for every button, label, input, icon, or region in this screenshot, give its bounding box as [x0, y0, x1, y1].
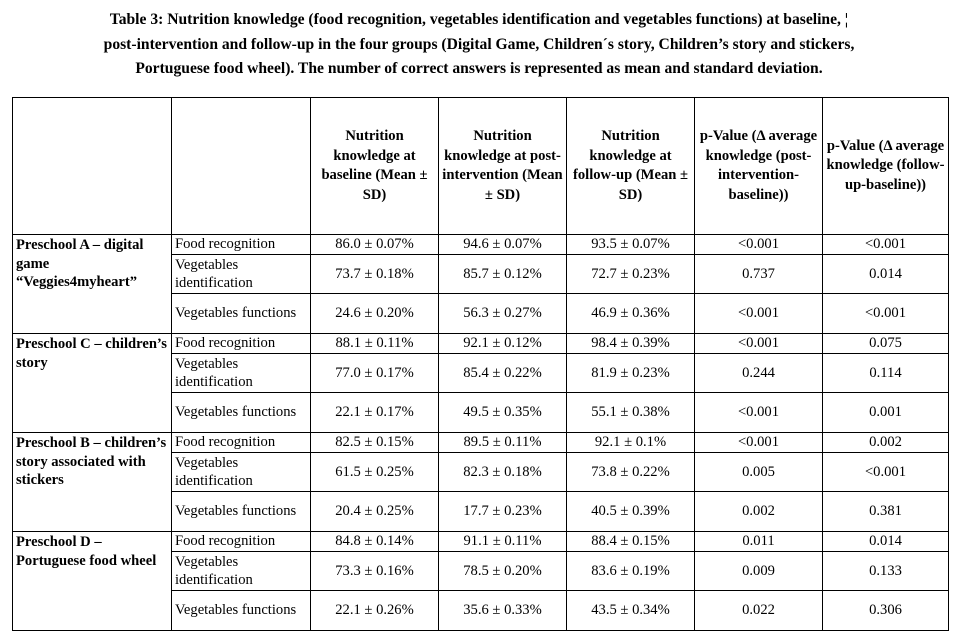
- header-cell-p-post: p-Value (Δ average knowledge (post-intervention-baseline)): [695, 98, 823, 235]
- item-cell: Vegetables identification: [172, 453, 311, 492]
- value-cell-post: 89.5 ± 0.11%: [439, 433, 567, 453]
- value-cell-follow: 83.6 ± 0.19%: [567, 552, 695, 591]
- item-cell: Food recognition: [172, 235, 311, 255]
- value-cell-p-follow: 0.002: [823, 433, 949, 453]
- value-cell-p-follow: 0.114: [823, 354, 949, 393]
- header-row: [13, 98, 949, 235]
- table-row: [13, 433, 949, 453]
- item-cell: Vegetables functions: [172, 492, 311, 532]
- item-cell: Vegetables identification: [172, 552, 311, 591]
- item-cell: Vegetables functions: [172, 393, 311, 433]
- value-cell-baseline: 20.4 ± 0.25%: [311, 492, 439, 532]
- value-cell-follow: 73.8 ± 0.22%: [567, 453, 695, 492]
- value-cell-p-follow: <0.001: [823, 235, 949, 255]
- value-cell-p-follow: 0.075: [823, 334, 949, 354]
- table-row: [13, 235, 949, 255]
- value-cell-p-post: <0.001: [695, 294, 823, 334]
- value-cell-post: 94.6 ± 0.07%: [439, 235, 567, 255]
- item-cell: Vegetables functions: [172, 591, 311, 631]
- value-cell-p-follow: 0.001: [823, 393, 949, 433]
- value-cell-follow: 55.1 ± 0.38%: [567, 393, 695, 433]
- value-cell-baseline: 22.1 ± 0.26%: [311, 591, 439, 631]
- value-cell-p-follow: 0.133: [823, 552, 949, 591]
- table-row: [13, 532, 949, 552]
- header-cell-follow: Nutrition knowledge at follow-up (Mean ± SD): [567, 98, 695, 235]
- value-cell-baseline: 86.0 ± 0.07%: [311, 235, 439, 255]
- value-cell-follow: 81.9 ± 0.23%: [567, 354, 695, 393]
- group-name-cell: Preschool D – Portuguese food wheel: [13, 532, 172, 631]
- value-cell-follow: 98.4 ± 0.39%: [567, 334, 695, 354]
- value-cell-p-post: 0.005: [695, 453, 823, 492]
- value-cell-follow: 43.5 ± 0.34%: [567, 591, 695, 631]
- value-cell-follow: 46.9 ± 0.36%: [567, 294, 695, 334]
- value-cell-p-follow: <0.001: [823, 294, 949, 334]
- value-cell-p-follow: 0.014: [823, 255, 949, 294]
- value-cell-p-post: <0.001: [695, 393, 823, 433]
- value-cell-baseline: 73.3 ± 0.16%: [311, 552, 439, 591]
- value-cell-p-post: <0.001: [695, 334, 823, 354]
- value-cell-baseline: 88.1 ± 0.11%: [311, 334, 439, 354]
- value-cell-p-post: 0.244: [695, 354, 823, 393]
- value-cell-p-follow: 0.306: [823, 591, 949, 631]
- value-cell-baseline: 61.5 ± 0.25%: [311, 453, 439, 492]
- item-cell: Vegetables functions: [172, 294, 311, 334]
- value-cell-p-post: <0.001: [695, 235, 823, 255]
- caption-line-2: post-intervention and follow-up in the four groups (Digital Game, Children´s story, Children’s story and stickers,: [103, 35, 855, 53]
- value-cell-post: 78.5 ± 0.20%: [439, 552, 567, 591]
- value-cell-p-post: 0.737: [695, 255, 823, 294]
- value-cell-follow: 92.1 ± 0.1%: [567, 433, 695, 453]
- header-cell-post: Nutrition knowledge at post-intervention (Mean ± SD): [439, 98, 567, 235]
- value-cell-p-post: 0.009: [695, 552, 823, 591]
- value-cell-post: 17.7 ± 0.23%: [439, 492, 567, 532]
- value-cell-post: 82.3 ± 0.18%: [439, 453, 567, 492]
- caption-line-3: Portuguese food wheel). The number of correct answers is represented as mean and standard deviation.: [135, 60, 823, 77]
- item-cell: Vegetables identification: [172, 354, 311, 393]
- table-row: [13, 334, 949, 354]
- value-cell-baseline: 82.5 ± 0.15%: [311, 433, 439, 453]
- group-name-cell: Preschool B – children’s story associated with stickers: [13, 433, 172, 532]
- value-cell-p-follow: 0.381: [823, 492, 949, 532]
- value-cell-post: 49.5 ± 0.35%: [439, 393, 567, 433]
- value-cell-post: 56.3 ± 0.27%: [439, 294, 567, 334]
- item-cell: Vegetables identification: [172, 255, 311, 294]
- value-cell-p-follow: <0.001: [823, 453, 949, 492]
- value-cell-p-post: <0.001: [695, 433, 823, 453]
- caption-line-1: Table 3: Nutrition knowledge (food recognition, vegetables identification and vegetables functions) at baseline, ¦: [109, 11, 849, 28]
- nutrition-table: [12, 97, 949, 631]
- value-cell-follow: 88.4 ± 0.15%: [567, 532, 695, 552]
- item-cell: Food recognition: [172, 433, 311, 453]
- value-cell-p-post: 0.022: [695, 591, 823, 631]
- group-name-cell: Preschool A – digital game “Veggies4myheart”: [13, 235, 172, 334]
- value-cell-follow: 93.5 ± 0.07%: [567, 235, 695, 255]
- value-cell-post: 35.6 ± 0.33%: [439, 591, 567, 631]
- item-cell: Food recognition: [172, 334, 311, 354]
- header-cell-p-follow: p-Value (Δ average knowledge (follow-up-baseline)): [823, 98, 949, 235]
- value-cell-baseline: 77.0 ± 0.17%: [311, 354, 439, 393]
- value-cell-p-post: 0.002: [695, 492, 823, 532]
- value-cell-follow: 72.7 ± 0.23%: [567, 255, 695, 294]
- value-cell-follow: 40.5 ± 0.39%: [567, 492, 695, 532]
- value-cell-post: 85.7 ± 0.12%: [439, 255, 567, 294]
- header-cell-baseline: Nutrition knowledge at baseline (Mean ± SD): [311, 98, 439, 235]
- value-cell-p-post: 0.011: [695, 532, 823, 552]
- value-cell-baseline: 22.1 ± 0.17%: [311, 393, 439, 433]
- item-cell: Food recognition: [172, 532, 311, 552]
- value-cell-post: 92.1 ± 0.12%: [439, 334, 567, 354]
- header-cell-item: [172, 98, 311, 235]
- value-cell-baseline: 73.7 ± 0.18%: [311, 255, 439, 294]
- group-name-cell: Preschool C – children’s story: [13, 334, 172, 433]
- value-cell-baseline: 24.6 ± 0.20%: [311, 294, 439, 334]
- header-cell-group: [13, 98, 172, 235]
- table-caption: [0, 8, 958, 82]
- value-cell-post: 91.1 ± 0.11%: [439, 532, 567, 552]
- value-cell-baseline: 84.8 ± 0.14%: [311, 532, 439, 552]
- value-cell-post: 85.4 ± 0.22%: [439, 354, 567, 393]
- value-cell-p-follow: 0.014: [823, 532, 949, 552]
